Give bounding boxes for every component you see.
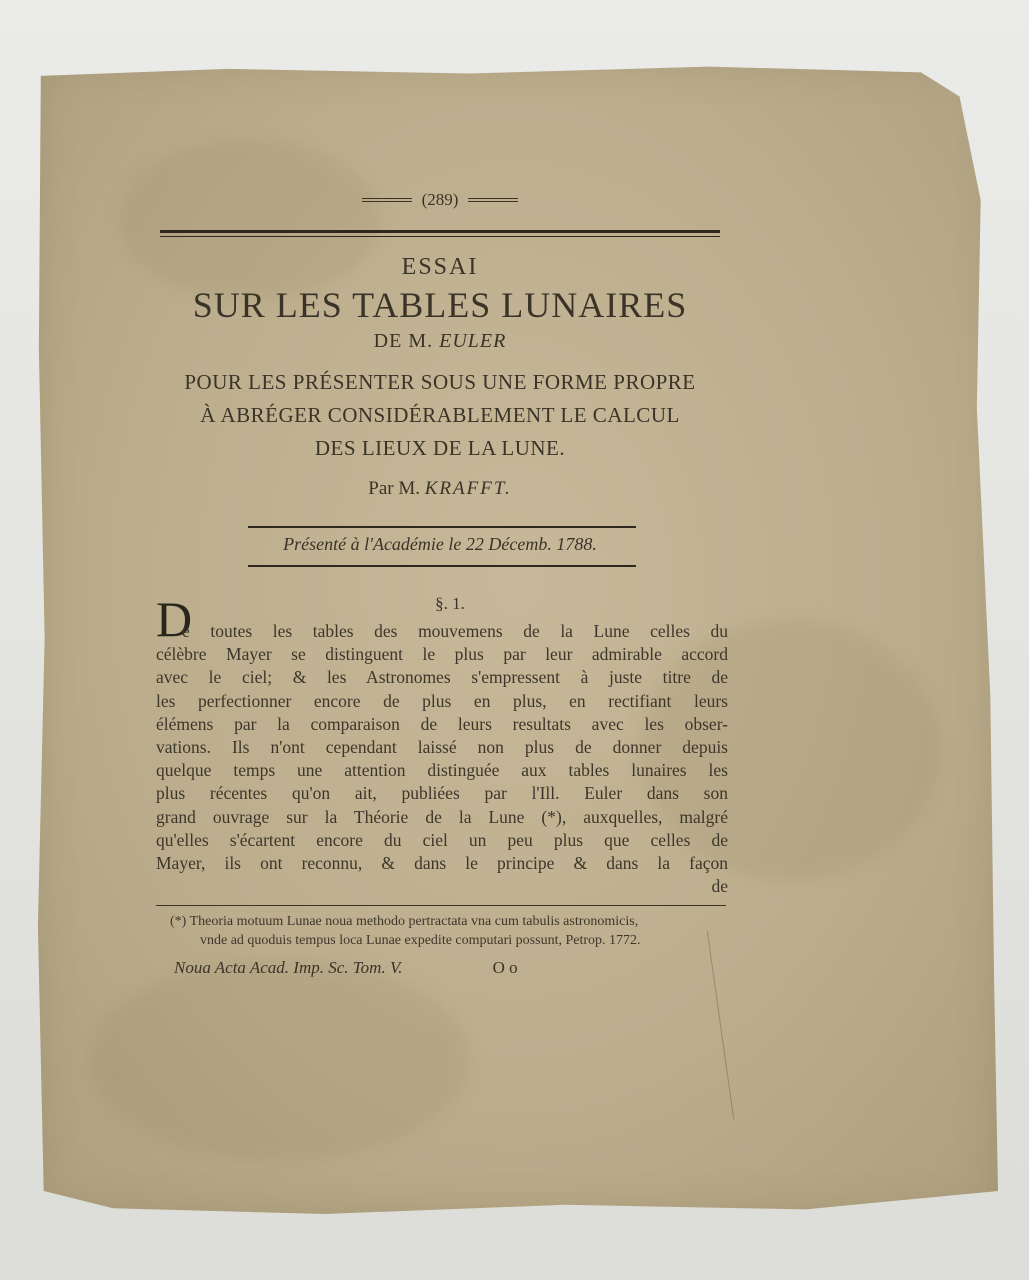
- subject-author: [130, 330, 750, 353]
- presented-rule-top: [248, 526, 636, 528]
- byline: [130, 478, 750, 500]
- body-line: les perfectionner encore de plus en plus, en rectifiant leurs: [156, 690, 728, 711]
- header-rule: [160, 230, 720, 233]
- body-line: qu'elles s'écartent encore du ciel un peu plus que celles de: [156, 829, 728, 850]
- title-essai: ESSAI: [401, 254, 479, 280]
- page-number-dash-right: [468, 198, 518, 202]
- body-line: vations. Ils n'ont cependant laissé non plus de donner depuis: [156, 736, 728, 757]
- printer-signature: [174, 958, 734, 978]
- footnote-line-2: vnde ad quoduis tempus loca Lunae expedite computari possunt, Petrop. 1772.: [200, 933, 641, 948]
- body-paragraph: [156, 620, 728, 898]
- section-number: §. 1.: [435, 594, 465, 613]
- body-line: élémens par la comparaison de leurs resultats avec les obser-: [156, 713, 728, 734]
- subject-author-prefix: DE M.: [373, 330, 434, 352]
- presented-date: Présenté à l'Académie le 22 Décemb. 1788.: [283, 534, 597, 554]
- paper-stain: [90, 960, 470, 1160]
- footnote-rule: [156, 905, 726, 906]
- body-line: Mayer, ils ont reconnu, & dans le principe & dans la façon: [156, 852, 728, 873]
- body-line: grand ouvrage sur la Théorie de la Lune (*), auxquelles, malgré: [156, 806, 728, 827]
- page-number-text: (289): [421, 190, 459, 209]
- body-line: avec le ciel; & les Astronomes s'empressent à juste titre de: [156, 667, 728, 688]
- catchword: de: [711, 876, 728, 897]
- footnote: [170, 912, 730, 950]
- signature-text: Noua Acta Acad. Imp. Sc. Tom. V.: [174, 958, 403, 977]
- body-line: e toutes les tables des mouvemens de la Lune celles du: [182, 621, 728, 641]
- footnote-line-1: (*) Theoria motuum Lunae noua methodo pertractata vna cum tabulis astronomicis,: [170, 914, 639, 929]
- subtitle-line-3: DES LIEUX DE LA LUNE.: [314, 436, 566, 460]
- body-line: célèbre Mayer se distinguent le plus par leur admirable accord: [156, 644, 728, 665]
- byline-name: KRAFFT.: [424, 478, 512, 499]
- drop-cap: D: [156, 591, 193, 647]
- body-line: plus récentes qu'on ait, publiées par l'Ill. Euler dans son: [156, 783, 728, 804]
- subject-author-name: EULER: [439, 330, 507, 352]
- signature-mark: O o: [492, 958, 518, 977]
- main-title: SUR LES TABLES LUNAIRES: [192, 285, 688, 325]
- subtitle-line-2: À ABRÉGER CONSIDÉRABLEMENT LE CALCUL: [200, 403, 680, 427]
- body-line: quelque temps une attention distinguée aux tables lunaires les: [156, 760, 728, 781]
- page-number-dash-left: [362, 198, 412, 202]
- byline-prefix: Par M.: [368, 478, 420, 499]
- presented-rule-bottom: [248, 565, 636, 567]
- page-number: [340, 188, 540, 212]
- subtitle-line-1: POUR LES PRÉSENTER SOUS UNE FORME PROPRE: [184, 370, 696, 394]
